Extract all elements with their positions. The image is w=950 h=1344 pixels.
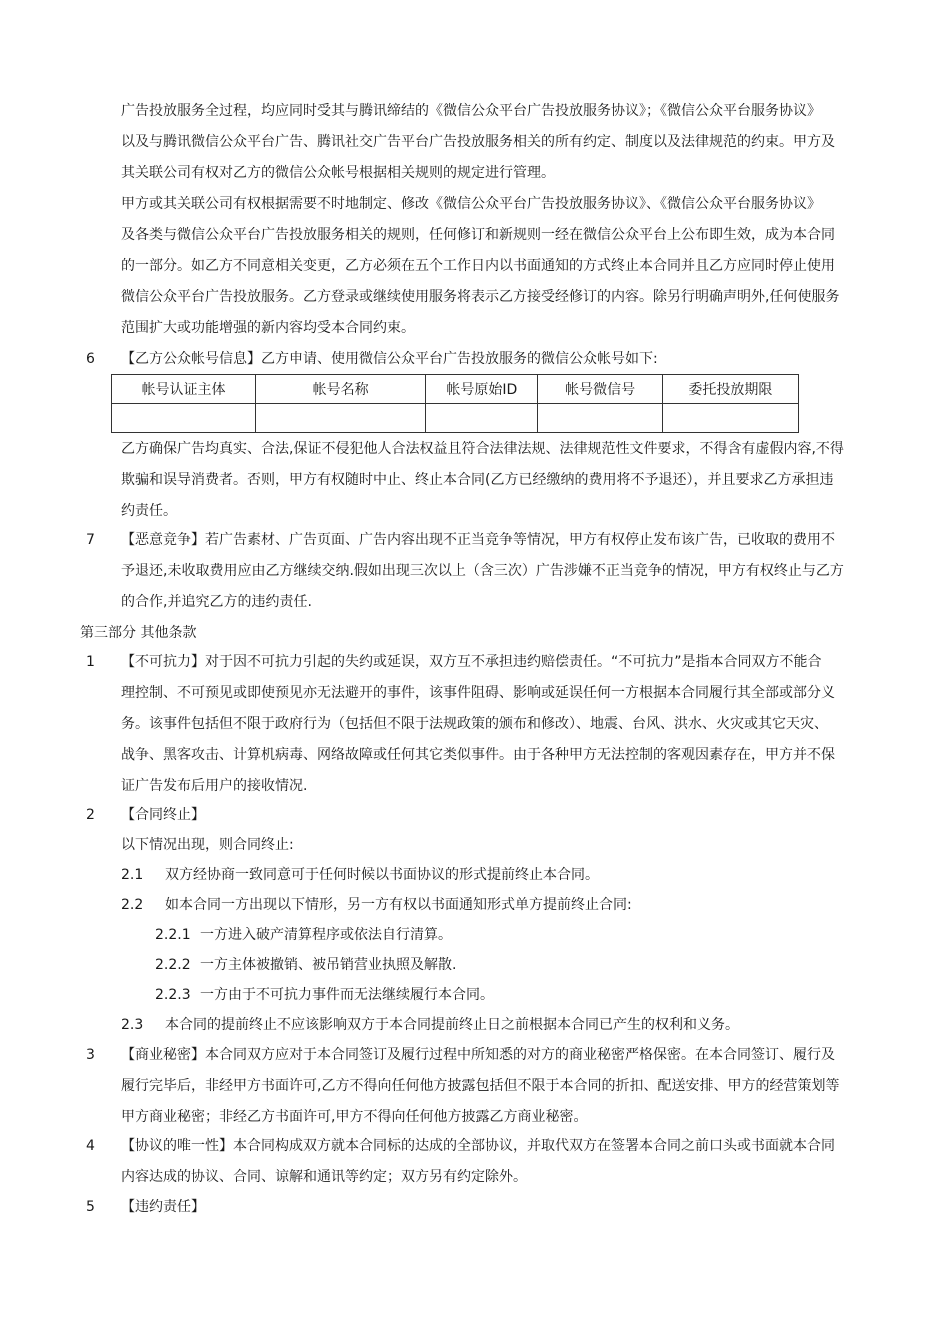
table-header-cell: 帐号微信号: [538, 375, 662, 404]
table-header-cell: 帐号名称: [256, 375, 426, 404]
intro-line: 以及与腾讯微信公众平台广告、腾讯社交广告平台广告投放服务相关的所有约定、制度以及法律规范的约束。甲方及: [121, 134, 835, 150]
intro-line: 微信公众平台广告投放服务。乙方登录或继续使用服务将表示乙方接受经修订的内容。除另行明确声明外,任何使服务: [121, 289, 840, 305]
subclause-text: 双方经协商一致同意可于任何时候以书面协议的形式提前终止本合同。: [165, 867, 599, 883]
subclause-number: 2.1: [121, 867, 144, 883]
clause1-line: 证广告发布后用户的接收情况.: [121, 778, 308, 794]
table-cell: [426, 404, 538, 433]
clause1-line: 战争、黑客攻击、计算机病毒、网络故障或任何其它类似事件。由于各种甲方无法控制的客观因素存在，甲方并不保: [121, 747, 835, 763]
intro-line: 其关联公司有权对乙方的微信公众帐号根据相关规则的规定进行管理。: [121, 165, 555, 181]
clause4-line: 【协议的唯一性】本合同构成双方就本合同标的达成的全部协议，并取代双方在签署本合同之前口头或书面就本合同: [121, 1138, 835, 1154]
item6-text: 【乙方公众帐号信息】乙方申请、使用微信公众平台广告投放服务的微信公众帐号如下:: [121, 351, 658, 367]
subsubclause-number: 2.2.2: [155, 957, 191, 973]
clause-number: 5: [86, 1199, 95, 1215]
item-number: 7: [86, 532, 95, 548]
intro-line: 甲方或其关联公司有权根据需要不时地制定、修改《微信公众平台广告投放服务协议》、《微信公众平台服务协议》: [121, 196, 821, 212]
clause1-line: 务。该事件包括但不限于政府行为（包括但不限于法规政策的颁布和修改）、地震、台风、洪水、火灾或其它天灾、: [121, 716, 828, 732]
clause2-title: 【合同终止】: [121, 807, 205, 823]
table-row: [112, 404, 799, 433]
subclause-number: 2.2: [121, 897, 144, 913]
item6-after-line: 乙方确保广告均真实、合法,保证不侵犯他人合法权益且符合法律法规、法律规范性文件要求，不得含有虚假内容,不得: [121, 441, 844, 457]
clause1-line: 理控制、不可预见或即使预见亦无法避开的事件，该事件阻碍、影响或延误任何一方根据本合同履行其全部或部分义: [121, 685, 835, 701]
subclause-text: 本合同的提前终止不应该影响双方于本合同提前终止日之前根据本合同已产生的权利和义务。: [165, 1017, 739, 1033]
clause-number: 1: [86, 654, 95, 670]
section-title: 第三部分 其他条款: [80, 625, 197, 641]
clause3-line: 履行完毕后，非经甲方书面许可,乙方不得向任何他方披露包括但不限于本合同的折扣、配送安排、甲方的经营策划等: [121, 1078, 840, 1094]
table-cell: [256, 404, 426, 433]
item7-line: 【恶意竞争】若广告素材、广告页面、广告内容出现不正当竞争等情况，甲方有权停止发布该广告，已收取的费用不: [121, 532, 835, 548]
intro-line: 范围扩大或功能增强的新内容均受本合同约束。: [121, 320, 415, 336]
subsubclause-number: 2.2.1: [155, 927, 191, 943]
subsubclause-text: 一方主体被撤销、被吊销营业执照及解散.: [200, 957, 457, 973]
item7-line: 的合作,并追究乙方的违约责任.: [121, 594, 312, 610]
table-cell: [662, 404, 798, 433]
table-cell: [112, 404, 256, 433]
subclause-number: 2.3: [121, 1017, 144, 1033]
item6-after-line: 约责任。: [121, 503, 177, 519]
clause2-intro: 以下情况出现，则合同终止:: [121, 837, 294, 853]
table-header-cell: 委托投放期限: [662, 375, 798, 404]
clause3-line: 【商业秘密】本合同双方应对于本合同签订及履行过程中所知悉的对方的商业秘密严格保密。在本合同签订、履行及: [121, 1047, 835, 1063]
subsubclause-text: 一方进入破产清算程序或依法自行清算。: [200, 927, 452, 943]
item7-line: 予退还,未收取费用应由乙方继续交纳.假如出现三次以上（含三次）广告涉嫌不正当竞争的情况，甲方有权终止与乙方: [121, 563, 844, 579]
table-cell: [538, 404, 662, 433]
clause5-title: 【违约责任】: [121, 1199, 205, 1215]
subsubclause-text: 一方由于不可抗力事件而无法继续履行本合同。: [200, 987, 494, 1003]
intro-line: 及各类与微信公众平台广告投放服务相关的规则，任何修订和新规则一经在微信公众平台上公布即生效，成为本合同: [121, 227, 835, 243]
intro-line: 的一部分。如乙方不同意相关变更，乙方必须在五个工作日内以书面通知的方式终止本合同并且乙方应同时停止使用: [121, 258, 835, 274]
account-info-table: [111, 374, 799, 433]
clause1-line: 【不可抗力】对于因不可抗力引起的失约或延误，双方互不承担违约赔偿责任。“不可抗力”是指本合同双方不能合: [121, 654, 822, 670]
clause-number: 2: [86, 807, 95, 823]
subsubclause-number: 2.2.3: [155, 987, 191, 1003]
clause4-line: 内容达成的协议、合同、谅解和通讯等约定；双方另有约定除外。: [121, 1169, 527, 1185]
clause-number: 4: [86, 1138, 95, 1154]
item6-after-line: 欺骗和误导消费者。否则，甲方有权随时中止、终止本合同(乙方已经缴纳的费用将不予退还），并且要求乙方承担违: [121, 472, 834, 488]
table-header-row: [112, 375, 799, 404]
item-number: 6: [86, 351, 95, 367]
clause3-line: 甲方商业秘密；非经乙方书面许可,甲方不得向任何他方披露乙方商业秘密。: [121, 1109, 588, 1125]
intro-line: 广告投放服务全过程，均应同时受其与腾讯缔结的《微信公众平台广告投放服务协议》；《微信公众平台服务协议》: [121, 103, 821, 119]
subclause-text: 如本合同一方出现以下情形，另一方有权以书面通知形式单方提前终止合同:: [165, 897, 632, 913]
table-header-cell: 帐号认证主体: [112, 375, 256, 404]
table-header-cell: 帐号原始ID: [426, 375, 538, 404]
clause-number: 3: [86, 1047, 95, 1063]
